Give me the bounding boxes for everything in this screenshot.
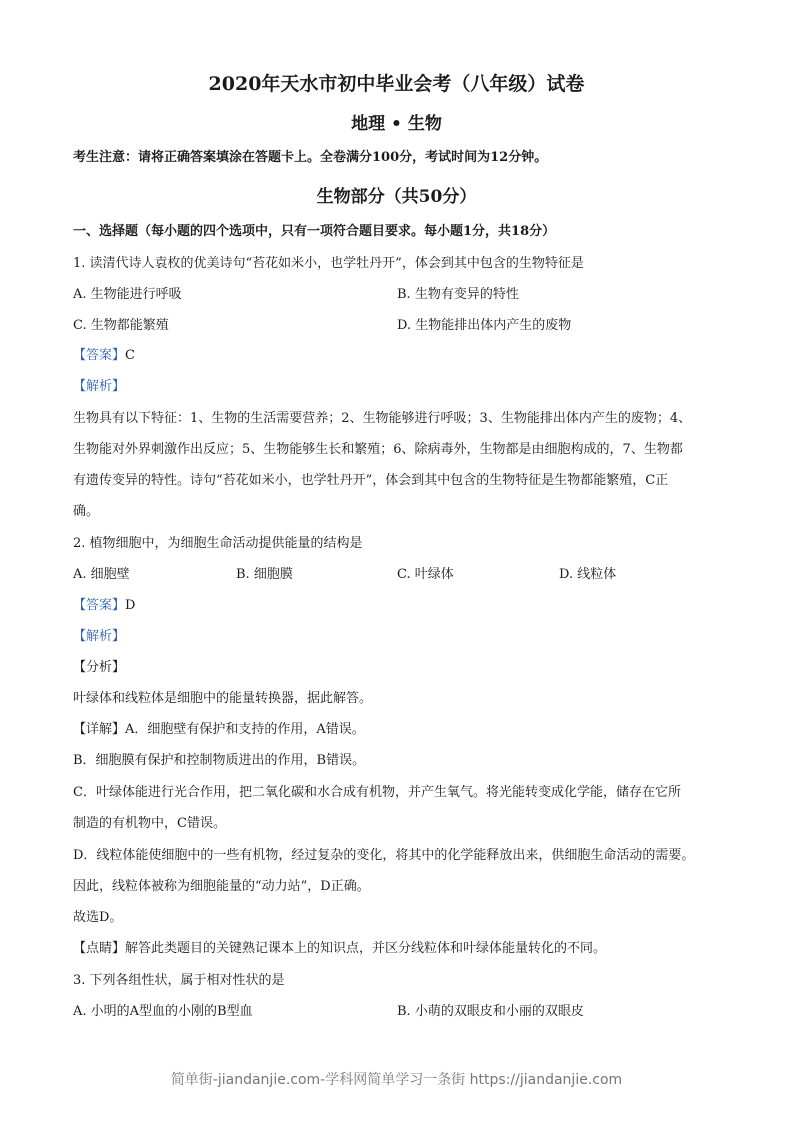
part-title: 生物部分（共50分） — [316, 187, 477, 207]
q1-option-b: B. 生物有变异的特性 — [397, 287, 519, 302]
q2-line: B．细胞膜有保护和控制物质进出的作用，B错误。 — [73, 753, 366, 768]
q1-answer — [73, 348, 135, 364]
q1-analysis-line: 生物能对外界刺激作出反应；5、生物能够生长和繁殖；6、除病毒外，生物都是由细胞构成的，7、生物都 — [73, 442, 683, 457]
q2-line: 叶绿体和线粒体是细胞中的能量转换器，据此解答。 — [73, 691, 373, 706]
q2-option-d: D. 线粒体 — [559, 567, 617, 582]
document-title: 2020年天水市初中毕业会考（八年级）试卷 — [208, 73, 585, 95]
answer-label: 【答案】 — [73, 598, 126, 613]
q2-line: 【点睛】解答此类题目的关键熟记课本上的知识点，并区分线粒体和叶绿体能量转化的不同。 — [73, 941, 607, 956]
q2-line: 因此，线粒体被称为细胞能量的“动力站”，D正确。 — [73, 879, 370, 894]
q1-analysis-line: 确。 — [73, 504, 100, 519]
q1-analysis-label: 【解析】 — [73, 379, 126, 394]
q2-option-a: A. 细胞壁 — [73, 567, 130, 582]
q2-line: 故选D。 — [73, 910, 123, 925]
q2-option-b: B. 细胞膜 — [236, 567, 293, 582]
answer-value: D — [125, 598, 136, 613]
q1-stem: 1. 读清代诗人袁枚的优美诗句“苔花如米小，也学牡丹开”，体会到其中包含的生物特征是 — [73, 256, 584, 271]
q1-option-a: A. 生物能进行呼吸 — [73, 287, 182, 302]
answer-value: C — [125, 348, 135, 363]
q3-option-a: A. 小明的A型血的小刚的B型血 — [73, 1004, 253, 1019]
q1-option-c: C. 生物都能繁殖 — [73, 318, 169, 333]
footer-watermark: 简单街-jiandanjie.com-学科网简单学习一条街 https://jiandanjie.com — [170, 1072, 623, 1088]
q2-line: 【详解】A．细胞壁有保护和支持的作用，A错误。 — [73, 722, 365, 737]
answer-label: 【答案】 — [73, 348, 126, 363]
q2-fenxi-label: 【分析】 — [73, 660, 126, 675]
q3-stem: 3. 下列各组性状，属于相对性状的是 — [73, 973, 285, 988]
q2-analysis-label: 【解析】 — [73, 629, 126, 644]
q1-analysis-line: 生物具有以下特征：1、生物的生活需要营养；2、生物能够进行呼吸；3、生物能排出体内产生的废物；4、 — [73, 411, 692, 426]
q2-line: C．叶绿体能进行光合作用，把二氧化碳和水合成有机物，并产生氧气。将光能转变成化学能，储存在它所 — [73, 785, 681, 800]
section-title: 一、选择题（每小题的四个选项中，只有一项符合题目要求。每小题1分，共18分） — [73, 224, 556, 239]
q2-line: 制造的有机物中，C错误。 — [73, 816, 226, 831]
document-subtitle: 地理 • 生物 — [351, 114, 442, 134]
q2-stem: 2. 植物细胞中，为细胞生命活动提供能量的结构是 — [73, 536, 363, 551]
q2-option-c: C. 叶绿体 — [397, 567, 454, 582]
q3-option-b: B. 小萌的双眼皮和小丽的双眼皮 — [397, 1004, 584, 1019]
q2-line: D．线粒体能使细胞中的一些有机物，经过复杂的变化，将其中的化学能释放出来，供细胞生命活动的需要。 — [73, 848, 695, 863]
exam-notice: 考生注意：请将正确答案填涂在答题卡上。全卷满分100分，考试时间为12分钟。 — [73, 150, 548, 165]
q1-analysis-line: 有遗传变异的特性。诗句“苔花如米小，也学牡丹开”，体会到其中包含的生物特征是生物都能繁殖，C正 — [73, 473, 669, 488]
q2-answer — [73, 598, 135, 614]
q1-option-d: D. 生物能排出体内产生的废物 — [397, 318, 572, 333]
